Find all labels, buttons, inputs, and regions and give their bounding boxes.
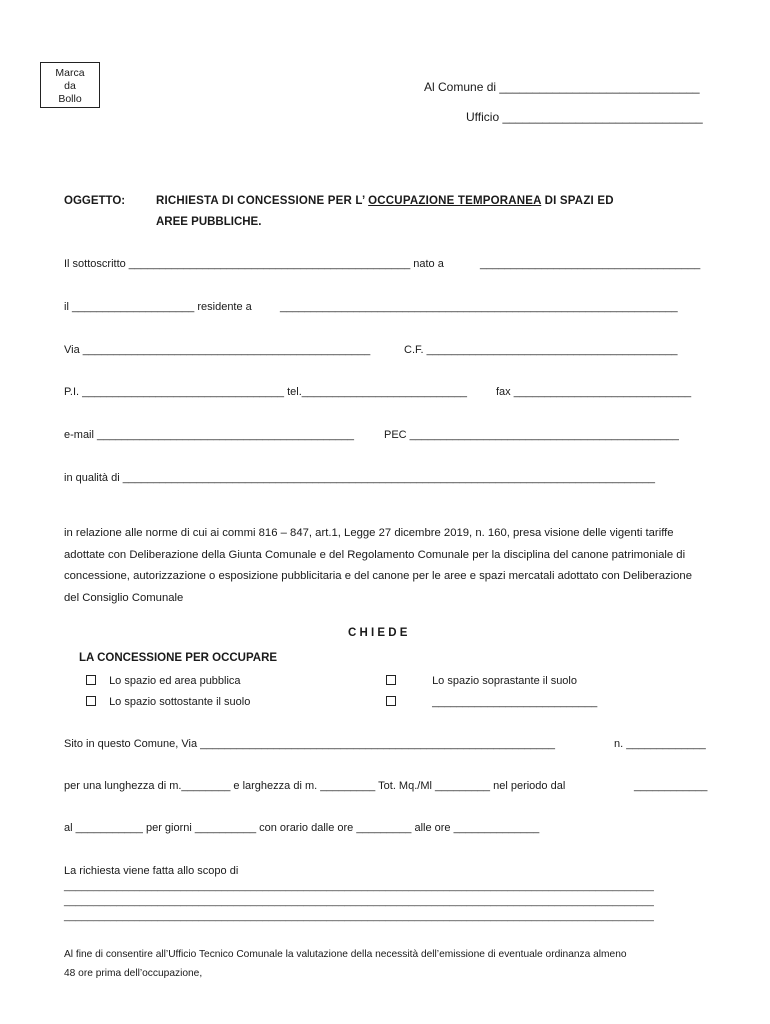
- legal-paragraph: in relazione alle norme di cui ai commi 816 – 847, art.1, Legge 27 dicembre 2019, n. 160, presa visione delle vigenti tariffe adottate con Deliberazione della Giunta Comunale e del Regolamento Comunale per la disciplina del canone patrimoniale di concessione, autorizzazione o esposizione pubblicitaria e del canone per le aree e spazi mercatali adottato con Deliberazione del Consiglio Comunale: [64, 527, 692, 604]
- residente-a-field[interactable]: _________________________________________________________________: [280, 301, 678, 313]
- option-altro[interactable]: [386, 696, 597, 708]
- oggetto-title: [156, 195, 614, 207]
- cf-field[interactable]: C.F. _________________________________________: [404, 344, 678, 356]
- comune-field[interactable]: Al Comune di ______________________________: [424, 80, 700, 94]
- checkbox-icon[interactable]: [386, 696, 396, 706]
- sito-numero-field[interactable]: n. _____________: [614, 738, 706, 750]
- oggetto-line2: AREE PUBBLICHE.: [156, 216, 262, 228]
- option-area-pubblica[interactable]: [86, 675, 241, 687]
- option-sottostante-label: Lo spazio sottostante il suolo: [109, 696, 251, 708]
- scopo-line-3[interactable]: _____________________________________________________________________________________________________: [64, 910, 654, 922]
- option-soprastante[interactable]: [386, 675, 577, 687]
- scopo-label: La richiesta viene fatta allo scopo di: [64, 865, 239, 877]
- scopo-line-1[interactable]: _____________________________________________________________________________________________________: [64, 880, 654, 892]
- oggetto-text-a: RICHIESTA DI CONCESSIONE PER L’: [156, 195, 369, 207]
- scopo-line-2[interactable]: _____________________________________________________________________________________________________: [64, 895, 654, 907]
- qualita-field[interactable]: in qualità di _______________________________________________________________________________________: [64, 472, 655, 484]
- oggetto-text-underlined: OCCUPAZIONE TEMPORANEA: [368, 195, 542, 207]
- periodo-orario-field[interactable]: al ___________ per giorni __________ con orario dalle ore _________ alle ore ______________: [64, 822, 540, 834]
- concessione-heading: LA CONCESSIONE PER OCCUPARE: [79, 652, 278, 664]
- stamp-line-2: da: [64, 80, 76, 92]
- chiede-heading: C H I E D E: [348, 627, 408, 639]
- footer-line-1: Al fine di consentire all’Ufficio Tecnico Comunale la valutazione della necessità dell’emissione di eventuale ordinanza almeno: [64, 949, 627, 960]
- footer-line-2: 48 ore prima dell’occupazione,: [64, 968, 203, 979]
- data-residente-field[interactable]: il ____________________ residente a: [64, 301, 252, 313]
- sottoscritto-field[interactable]: Il sottoscritto ______________________________________________ nato a: [64, 258, 444, 270]
- checkbox-icon[interactable]: [86, 696, 96, 706]
- dimensioni-field[interactable]: per una lunghezza di m.________ e larghezza di m. _________ Tot. Mq./Ml _________ nel periodo dal: [64, 780, 566, 792]
- sito-via-field[interactable]: Sito in questo Comune, Via __________________________________________________________: [64, 738, 555, 750]
- checkbox-icon[interactable]: [86, 675, 96, 685]
- pec-field[interactable]: PEC ____________________________________________: [384, 429, 679, 441]
- oggetto-label: OGGETTO:: [64, 195, 126, 207]
- pi-tel-field[interactable]: P.I. _________________________________ tel.___________________________: [64, 386, 467, 398]
- option-sottostante[interactable]: [86, 696, 250, 708]
- marca-da-bollo-box: [40, 62, 100, 108]
- checkbox-icon[interactable]: [386, 675, 396, 685]
- nato-a-field[interactable]: ____________________________________: [480, 258, 701, 270]
- periodo-dal-field[interactable]: ____________: [634, 780, 708, 792]
- option-altro-field[interactable]: ___________________________: [432, 696, 598, 708]
- oggetto-text-b: DI SPAZI ED: [541, 195, 614, 207]
- stamp-line-3: Bollo: [58, 93, 82, 105]
- option-soprastante-label: Lo spazio soprastante il suolo: [432, 675, 577, 687]
- email-field[interactable]: e-mail __________________________________________: [64, 429, 354, 441]
- ufficio-field[interactable]: Ufficio ______________________________: [466, 110, 703, 124]
- option-area-pubblica-label: Lo spazio ed area pubblica: [109, 675, 241, 687]
- via-field[interactable]: Via _______________________________________________: [64, 344, 371, 356]
- fax-field[interactable]: fax _____________________________: [496, 386, 692, 398]
- stamp-line-1: Marca: [55, 67, 85, 79]
